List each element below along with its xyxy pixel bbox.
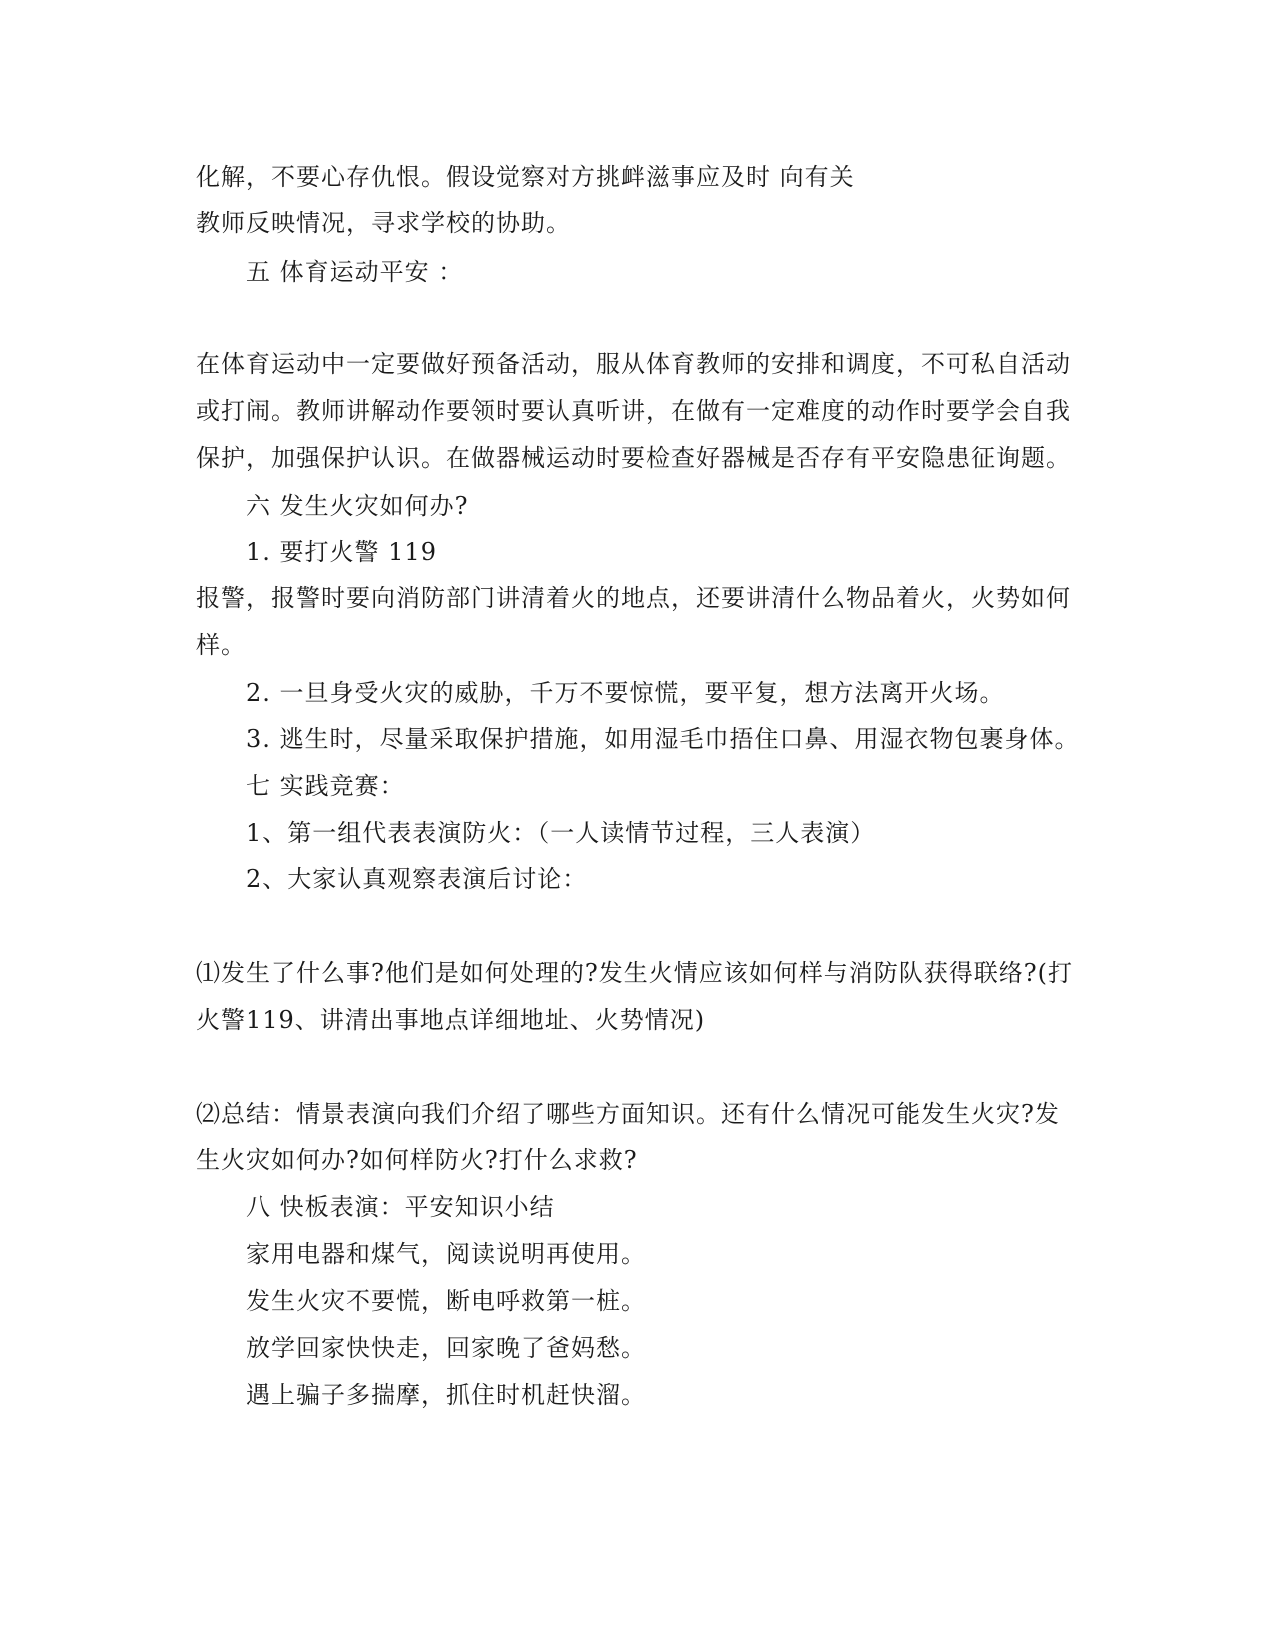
list-item: 1. 要打火警 119 [246, 538, 437, 566]
list-item: 3. 逃生时，尽量采取保护措施，如用湿毛巾捂住口鼻、用湿衣物包裹身体。 [246, 725, 1080, 753]
paragraph-line: 火警119、讲清出事地点详细地址、火势情况) [196, 1006, 706, 1034]
paragraph-line: 在体育运动中一定要做好预备活动，服从体育教师的安排和调度，不可私自活动 [196, 350, 1071, 378]
paragraph-line: 或打闹。教师讲解动作要领时要认真听讲，在做有一定难度的动作时要学会自我 [196, 397, 1071, 425]
list-item: 2. 一旦身受火灾的威胁，千万不要惊慌，要平复，想方法离开火场。 [246, 679, 1005, 707]
paragraph-line: 教师反映情况，寻求学校的协助。 [196, 209, 571, 237]
paragraph-line: 生火灾如何办?如何样防火?打什么求救? [196, 1146, 638, 1174]
verse-line: 发生火灾不要慌，断电呼救第一桩。 [246, 1287, 646, 1315]
paragraph-line: 样。 [196, 631, 246, 659]
section-heading-6: 六 发生火灾如何办? [246, 492, 469, 520]
section-heading-5: 五 体育运动平安 ： [246, 258, 464, 286]
verse-line: 遇上骗子多揣摩，抓住时机赶快溜。 [246, 1381, 646, 1409]
paragraph-line: 保护，加强保护认识。在做器械运动时要检查好器械是否存有平安隐患征询题。 [196, 444, 1071, 472]
list-item: 2、大家认真观察表演后讨论： [246, 865, 588, 893]
verse-line: 放学回家快快走，回家晚了爸妈愁。 [246, 1334, 646, 1362]
paragraph-line: 化解，不要心存仇恨。假设觉察对方挑衅滋事应及时 向有关 [196, 163, 855, 191]
list-item: 1、第一组代表表演防火：（一人读情节过程，三人表演） [246, 819, 876, 847]
section-heading-8: 八 快板表演：平安知识小结 [246, 1193, 555, 1221]
paragraph-line: 报警，报警时要向消防部门讲清着火的地点，还要讲清什么物品着火，火势如何 [196, 584, 1071, 612]
paragraph-line: ⑵总结：情景表演向我们介绍了哪些方面知识。还有什么情况可能发生火灾?发 [196, 1100, 1060, 1128]
paragraph-line: ⑴发生了什么事?他们是如何处理的?发生火情应该如何样与消防队获得联络?(打 [196, 959, 1073, 987]
verse-line: 家用电器和煤气，阅读说明再使用。 [246, 1240, 646, 1268]
section-heading-7: 七 实践竞赛： [246, 772, 405, 800]
